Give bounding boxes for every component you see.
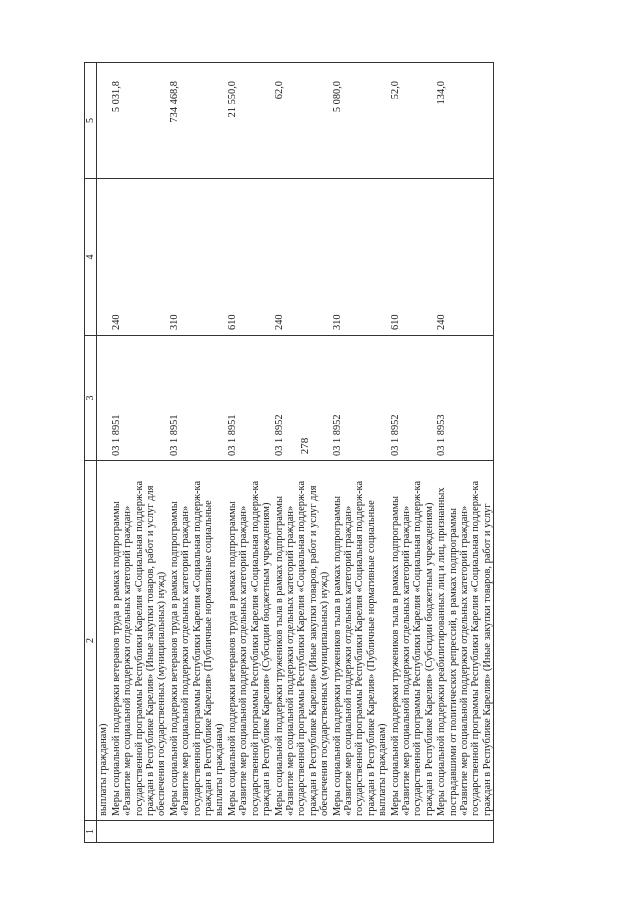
budget-table-rotated: [84, 63, 606, 843]
row-kind-cell: 610: [226, 179, 273, 336]
row-number-cell: [168, 821, 226, 843]
row-kind-cell: [97, 179, 110, 336]
row-number-cell: [226, 821, 273, 843]
table-row: [435, 63, 494, 843]
table-row: [273, 63, 331, 843]
table-row: [97, 63, 110, 843]
row-amount-cell: 5 031,8: [110, 63, 168, 179]
row-amount-cell: 134,0: [435, 63, 494, 179]
row-amount-cell: 52,0: [389, 63, 436, 179]
row-code-cell: 03 1 8952: [273, 336, 331, 461]
row-code-cell: 03 1 8952: [389, 336, 436, 461]
column-header-4: 4: [85, 179, 97, 336]
table-row: [331, 63, 389, 843]
row-amount-cell: 734 468,8: [168, 63, 226, 179]
row-kind-cell: 610: [389, 179, 436, 336]
column-header-1: 1: [85, 821, 97, 843]
row-code-cell: 03 1 8951: [226, 336, 273, 461]
row-name-cell: Меры социальной поддержки реабилитированных лиц и лиц, признанных пострадавшими от политических репрессий, в рамках подпрограммы «Развитие мер социальной поддержки отдельных категорий граждан» государственной программы Республики Карелия «Социальная поддерж-ка граждан в Республике Карелия» (Иные закупки товаров, работ и услуг: [435, 461, 494, 821]
table-row: [110, 63, 168, 843]
row-name-cell: Меры социальной поддержки ветеранов труда в рамках подпрограммы «Развитие мер социальной поддержки отдельных категорий граждан» государственной программы Республики Карелия «Социальная поддерж-ка граждан в Республике Карелия» (Публичные нормативные социальные выплаты гражданам): [168, 461, 226, 821]
row-number-cell: [273, 821, 331, 843]
table-row: [168, 63, 226, 843]
row-code-cell: 03 1 8952: [331, 336, 389, 461]
row-code-cell: 03 1 8951: [168, 336, 226, 461]
table-row: [226, 63, 273, 843]
row-code-cell: 03 1 8951: [110, 336, 168, 461]
row-amount-cell: [97, 63, 110, 179]
row-number-cell: [97, 821, 110, 843]
column-header-3: 3: [85, 336, 97, 461]
row-number-cell: [110, 821, 168, 843]
row-kind-cell: 240: [435, 179, 494, 336]
row-kind-cell: 310: [168, 179, 226, 336]
row-name-cell: Меры социальной поддержки тружеников тыла в рамках подпрограммы «Развитие мер социальной поддержки отдельных категорий граждан» государственной программы Республики Карелия «Социальная поддерж-ка граждан в Республике Карелия» (Субсидии бюджетным учреждениям): [389, 461, 436, 821]
column-header-5: 5: [85, 63, 97, 179]
row-kind-cell: 240: [110, 179, 168, 336]
row-name-cell: Меры социальной поддержки тружеников тыла в рамках подпрограммы «Развитие мер социальной поддержки отдельных категорий граждан» государственной программы Республики Карелия «Социальная поддерж-ка граждан в Республике Карелия» (Публичные нормативные социальные выплаты гражданам): [331, 461, 389, 821]
row-name-cell: Меры социальной поддержки ветеранов труда в рамках подпрограммы «Развитие мер социальной поддержки отдельных категорий граждан» государственной программы Республики Карелия «Социальная поддерж-ка граждан в Республике Карелия» (Иные закупки товаров, работ и услуг для обеспечения государственных (муниципальных) нужд): [110, 461, 168, 821]
budget-table: [84, 62, 494, 843]
row-code-cell: 03 1 8953: [435, 336, 494, 461]
row-name-cell: выплаты гражданам): [97, 461, 110, 821]
column-header-2: 2: [85, 461, 97, 821]
row-kind-cell: 240: [273, 179, 331, 336]
row-amount-cell: 62,0: [273, 63, 331, 179]
row-kind-cell: 310: [331, 179, 389, 336]
row-number-cell: [389, 821, 436, 843]
table-row: [389, 63, 436, 843]
row-number-cell: [435, 821, 494, 843]
row-code-cell: [97, 336, 110, 461]
row-name-cell: Меры социальной поддержки тружеников тыла в рамках подпрограммы «Развитие мер социальной поддержки отдельных категорий граждан» государственной программы Республики Карелия «Социальная поддерж-ка граждан в Республике Карелия» (Иные закупки товаров, работ и услуг для обеспечения государственных (муниципальных) нужд): [273, 461, 331, 821]
page-number: 278: [299, 437, 311, 455]
row-amount-cell: 5 080,0: [331, 63, 389, 179]
row-amount-cell: 21 550,0: [226, 63, 273, 179]
table-header: [85, 63, 97, 843]
row-number-cell: [331, 821, 389, 843]
row-name-cell: Меры социальной поддержки ветеранов труда в рамках подпрограммы «Развитие мер социальной поддержки отдельных категорий граждан» государственной программы Республики Карелия «Социальная поддерж-ка граждан в Республике Карелия» (Субсидии бюджетным учреждениям): [226, 461, 273, 821]
